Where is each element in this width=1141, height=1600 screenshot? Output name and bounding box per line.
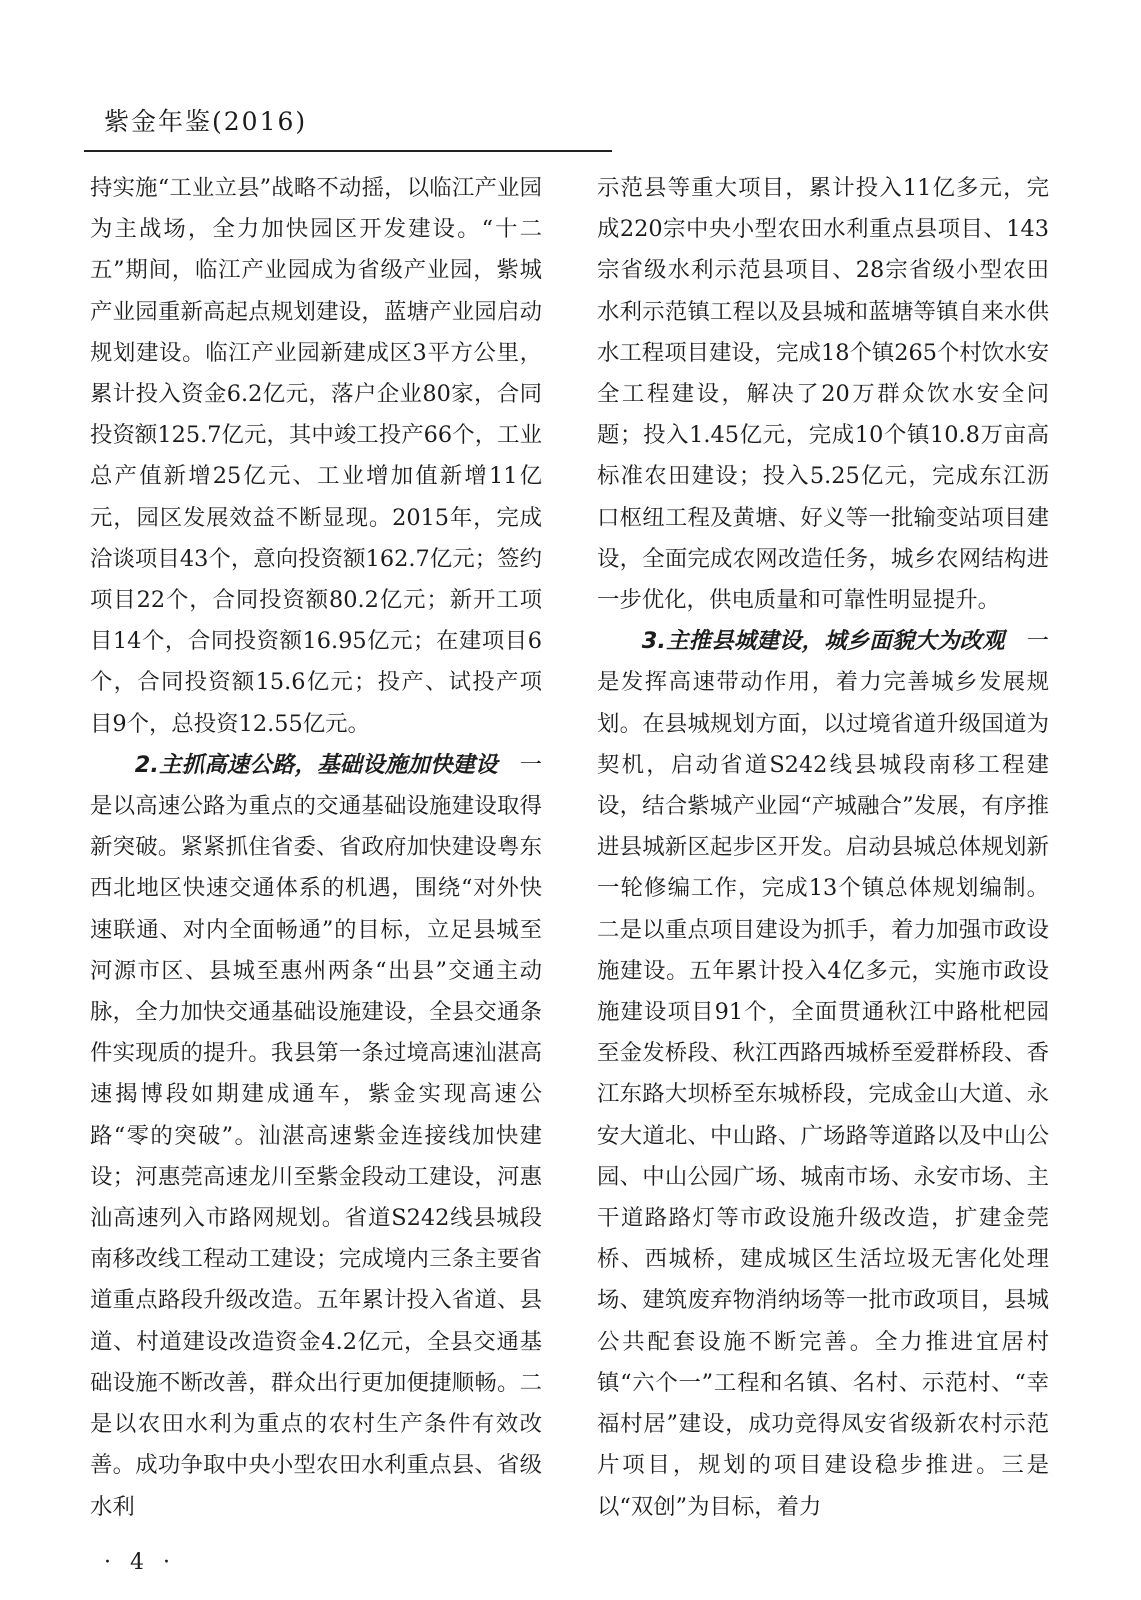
right-paragraph-1: 示范县等重大项目，累计投入11亿多元，完成220宗中央小型农田水利重点县项目、143宗省级水利示范县项目、28宗省级小型农田水利示范镇工程以及县城和蓝塘等镇自来水供水工程项目建设，完成18个镇265个村饮水安全工程建设，解决了20万群众饮水安全问题；投入1.45亿元，完成10个镇10.8万亩高标准农田建设；投入5.25亿元，完成东江沥口枢纽工程及黄塘、好义等一批输变站项目建设，全面完成农网改造任务，城乡农网结构进一步优化，供电质量和可靠性明显提升。 — [597, 175, 1049, 614]
section-3-body: 一是发挥高速带动作用，着力完善城乡发展规划。在县城规划方面，以过境省道升级国道为契机，启动省道S242线县城段南移工程建设，结合紫城产业园“产城融合”发展，有序推进县城新区起步区开发。启动县城总体规划新一轮修编工作，完成13个镇总体规划编制。二是以重点项目建设为抓手，着力加强市政设施建设。五年累计投入4亿多元，实施市政设施建设项目91个，全面贯通秋江中路枇杷园至金发桥段、秋江西路西城桥至爱群桥段、香江东路大坝桥至东城桥段，完成金山大道、永安大道北、中山路、广场路等道路以及中山公园、中山公园广场、城南市场、永安市场、主干道路路灯等市政设施升级改造，扩建金莞桥、西城桥，建成城区生活垃圾无害化处理场、建筑废弃物消纳场等一批市政项目，县城公共配套设施不断完善。全力推进宜居村镇“六个一”工程和名镇、名村、示范村、“幸福村居”建设，成功竞得凤安省级新农村示范片项目，规划的项目建设稳步推进。三是以“双创”为目标，着力 — [597, 628, 1049, 1520]
header-rule — [84, 150, 612, 152]
section-heading-3: 3.主推县城建设，城乡面貌大为改观 — [641, 628, 1005, 655]
left-paragraph-2 — [90, 745, 542, 1528]
running-header: 紫金年鉴(2016) — [104, 107, 308, 136]
right-paragraph-2 — [597, 621, 1049, 1527]
left-column — [90, 168, 542, 1528]
left-paragraph-1: 持实施“工业立县”战略不动摇，以临江产业园为主战场，全力加快园区开发建设。“十二五”期间，临江产业园成为省级产业园，紫城产业园重新高起点规划建设，蓝塘产业园启动规划建设。临江产业园新建成区3平方公里，累计投入资金6.2亿元，落户企业80家，合同投资额125.7亿元，其中竣工投产66个，工业总产值新增25亿元、工业增加值新增11亿元，园区发展效益不断显现。2015年，完成洽谈项目43个，意向投资额162.7亿元；签约项目22个，合同投资额80.2亿元；新开工项目14个，合同投资额16.95亿元；在建项目6个，合同投资额15.6亿元；投产、试投产项目9个，总投资12.55亿元。 — [90, 175, 542, 737]
section-2-body: 一是以高速公路为重点的交通基础设施建设取得新突破。紧紧抓住省委、省政府加快建设粤东西北地区快速交通体系的机遇，围绕“对外快速联通、对内全面畅通”的目标，立足县城至河源市区、县城至惠州两条“出县”交通主动脉，全力加快交通基础设施建设，全县交通条件实现质的提升。我县第一条过境高速汕湛高速揭博段如期建成通车，紫金实现高速公路“零的突破”。汕湛高速紫金连接线加快建设；河惠莞高速龙川至紫金段动工建设，河惠汕高速列入市路网规划。省道S242线县城段南移改线工程动工建设；完成境内三条主要省道重点路段升级改造。五年累计投入省道、县道、村道建设改造资金4.2亿元，全县交通基础设施不断改善，群众出行更加便捷顺畅。二是以农田水利为重点的农村生产条件有效改善。成功争取中央小型农田水利重点县、省级水利 — [90, 751, 542, 1520]
right-column — [597, 168, 1049, 1528]
page-number: · 4 · — [104, 1550, 176, 1575]
section-heading-2: 2.主抓高速公路，基础设施加快建设 — [134, 751, 498, 778]
